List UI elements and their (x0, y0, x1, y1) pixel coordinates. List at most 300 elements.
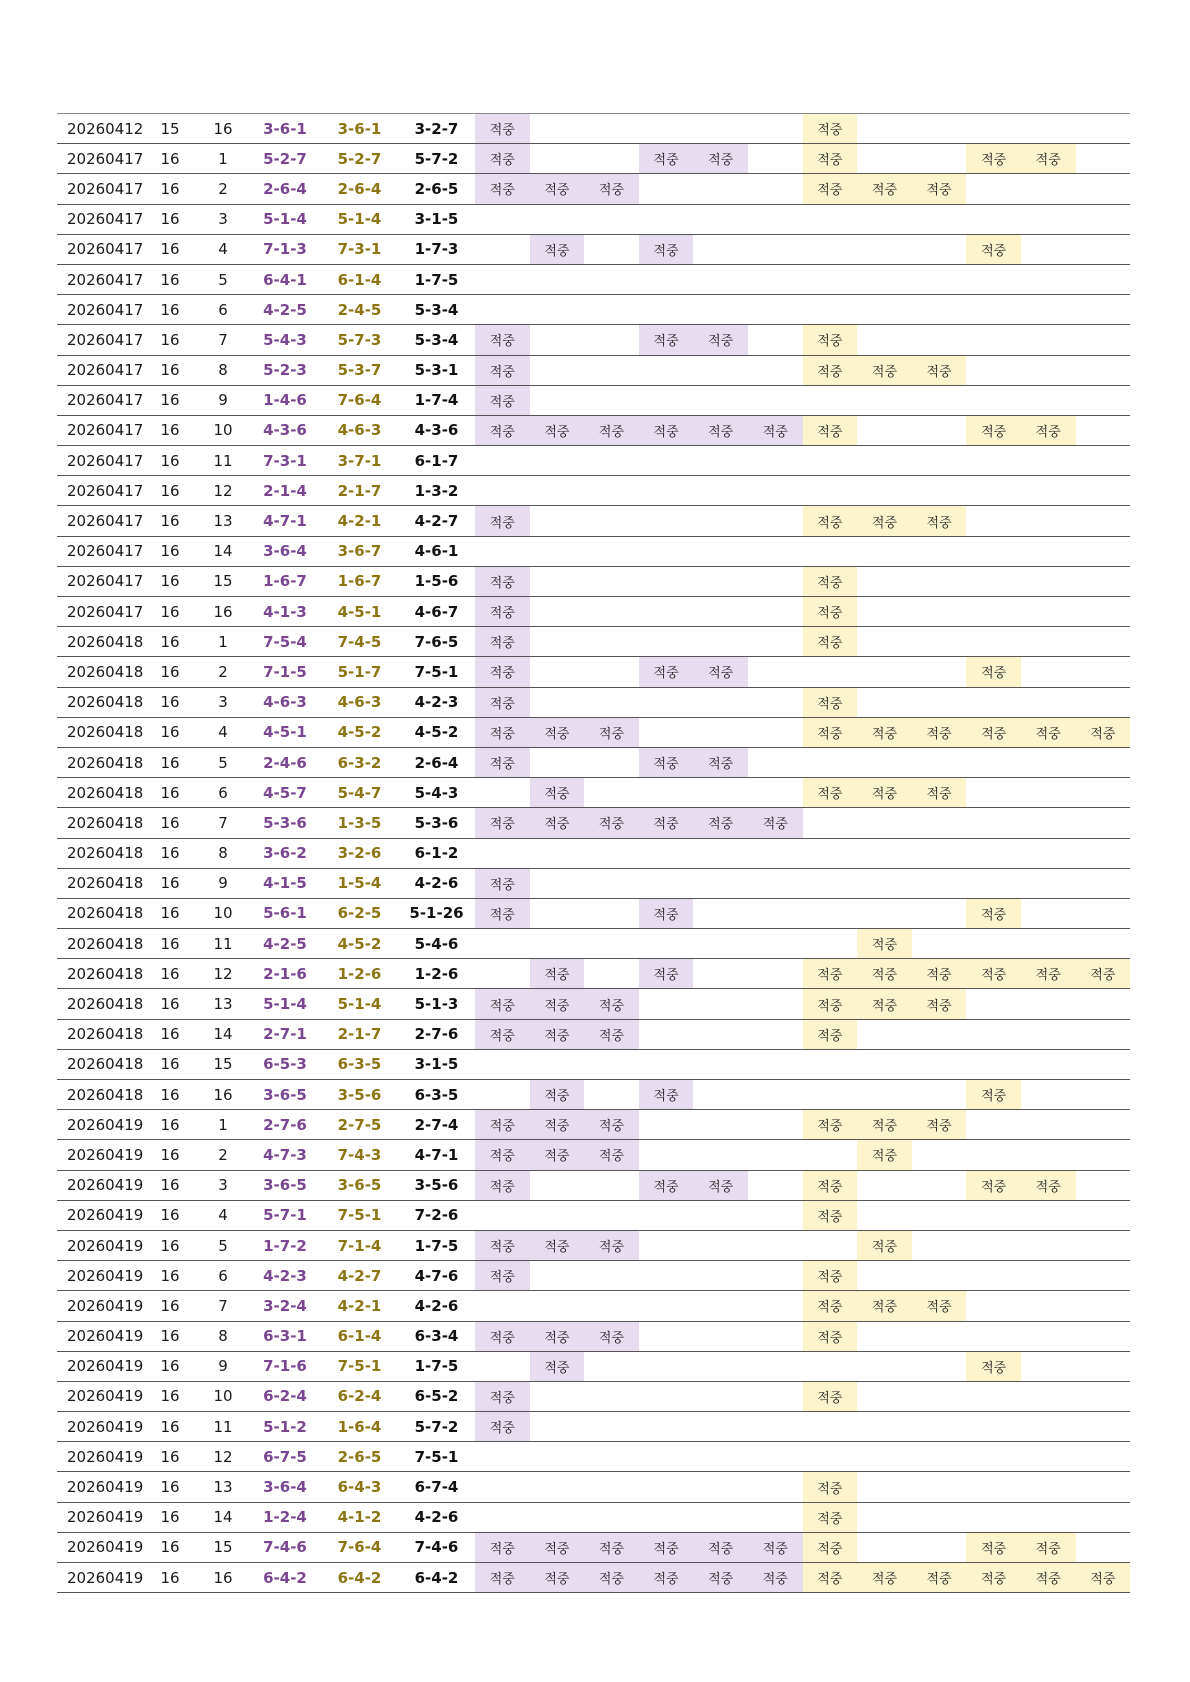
date-cell: 20260419 (57, 1170, 143, 1200)
race-number-cell: 10 (197, 415, 249, 445)
race-number-cell: 8 (197, 355, 249, 385)
hit-cell: 적중 (475, 597, 530, 627)
empty-cell (1076, 234, 1131, 264)
empty-cell (1076, 204, 1131, 234)
table-row (57, 264, 1130, 294)
date-cell: 20260418 (57, 657, 143, 687)
prediction-b-cell: 5-4-7 (321, 778, 398, 808)
hit-cell: 적중 (475, 657, 530, 687)
prediction-b-cell: 3-6-5 (321, 1170, 398, 1200)
empty-cell (1021, 929, 1076, 959)
result-cell: 7-2-6 (398, 1200, 475, 1230)
round-cell: 16 (143, 1321, 197, 1351)
empty-cell (584, 1472, 639, 1502)
prediction-b-cell: 4-2-1 (321, 506, 398, 536)
empty-cell (1076, 476, 1131, 506)
race-number-cell: 14 (197, 1502, 249, 1532)
empty-cell (1021, 536, 1076, 566)
empty-cell (748, 717, 803, 747)
empty-cell (693, 868, 748, 898)
date-cell: 20260419 (57, 1442, 143, 1472)
empty-cell (912, 1140, 967, 1170)
table-row (57, 1110, 1130, 1140)
empty-cell (693, 989, 748, 1019)
empty-cell (748, 264, 803, 294)
empty-cell (530, 536, 585, 566)
hit-cell: 적중 (803, 506, 858, 536)
table-row (57, 989, 1130, 1019)
prediction-b-cell: 4-6-3 (321, 415, 398, 445)
hit-cell: 적중 (1021, 1170, 1076, 1200)
empty-cell (1076, 1049, 1131, 1079)
empty-cell (1076, 868, 1131, 898)
hit-cell: 적중 (639, 747, 694, 777)
empty-cell (966, 1412, 1021, 1442)
empty-cell (803, 898, 858, 928)
empty-cell (475, 1472, 530, 1502)
prediction-a-cell: 3-6-1 (249, 114, 321, 144)
empty-cell (857, 204, 912, 234)
table-row (57, 415, 1130, 445)
round-cell: 16 (143, 204, 197, 234)
empty-cell (748, 1381, 803, 1411)
empty-cell (912, 264, 967, 294)
result-cell: 1-7-5 (398, 1351, 475, 1381)
empty-cell (693, 1049, 748, 1079)
empty-cell (966, 1140, 1021, 1170)
prediction-b-cell: 2-1-7 (321, 476, 398, 506)
round-cell: 16 (143, 1110, 197, 1140)
result-cell: 2-7-4 (398, 1110, 475, 1140)
empty-cell (1076, 144, 1131, 174)
empty-cell (912, 898, 967, 928)
empty-cell (857, 325, 912, 355)
race-number-cell: 6 (197, 778, 249, 808)
empty-cell (966, 597, 1021, 627)
prediction-b-cell: 5-1-4 (321, 204, 398, 234)
table-row (57, 325, 1130, 355)
prediction-b-cell: 1-6-7 (321, 566, 398, 596)
race-number-cell: 12 (197, 476, 249, 506)
empty-cell (1021, 264, 1076, 294)
prediction-a-cell: 6-4-1 (249, 264, 321, 294)
empty-cell (1076, 898, 1131, 928)
race-number-cell: 16 (197, 597, 249, 627)
empty-cell (475, 929, 530, 959)
result-cell: 2-7-6 (398, 1019, 475, 1049)
empty-cell (1021, 898, 1076, 928)
hit-cell: 적중 (475, 1412, 530, 1442)
date-cell: 20260419 (57, 1140, 143, 1170)
hit-cell: 적중 (475, 1381, 530, 1411)
empty-cell (1021, 114, 1076, 144)
result-cell: 5-4-6 (398, 929, 475, 959)
table-row (57, 174, 1130, 204)
hit-cell: 적중 (475, 717, 530, 747)
empty-cell (1021, 808, 1076, 838)
empty-cell (693, 385, 748, 415)
round-cell: 16 (143, 597, 197, 627)
prediction-a-cell: 2-7-1 (249, 1019, 321, 1049)
empty-cell (912, 1080, 967, 1110)
date-cell: 20260419 (57, 1351, 143, 1381)
race-number-cell: 11 (197, 1412, 249, 1442)
empty-cell (912, 1049, 967, 1079)
empty-cell (1076, 1502, 1131, 1532)
race-number-cell: 3 (197, 687, 249, 717)
empty-cell (584, 1261, 639, 1291)
empty-cell (639, 476, 694, 506)
date-cell: 20260418 (57, 1019, 143, 1049)
prediction-a-cell: 6-3-1 (249, 1321, 321, 1351)
empty-cell (475, 446, 530, 476)
empty-cell (857, 1381, 912, 1411)
empty-cell (693, 295, 748, 325)
result-cell: 5-7-2 (398, 1412, 475, 1442)
empty-cell (857, 1472, 912, 1502)
empty-cell (857, 536, 912, 566)
table-row (57, 1049, 1130, 1079)
empty-cell (639, 597, 694, 627)
empty-cell (693, 959, 748, 989)
empty-cell (1076, 1412, 1131, 1442)
empty-cell (1076, 778, 1131, 808)
empty-cell (693, 1261, 748, 1291)
round-cell: 16 (143, 566, 197, 596)
prediction-b-cell: 5-3-7 (321, 355, 398, 385)
empty-cell (1021, 204, 1076, 234)
empty-cell (1021, 1200, 1076, 1230)
hit-cell: 적중 (530, 989, 585, 1019)
prediction-a-cell: 4-1-5 (249, 868, 321, 898)
prediction-a-cell: 1-2-4 (249, 1502, 321, 1532)
empty-cell (857, 1200, 912, 1230)
empty-cell (530, 838, 585, 868)
empty-cell (530, 1291, 585, 1321)
empty-cell (857, 868, 912, 898)
hit-cell: 적중 (1076, 959, 1131, 989)
empty-cell (693, 1502, 748, 1532)
result-cell: 5-3-1 (398, 355, 475, 385)
empty-cell (1076, 808, 1131, 838)
empty-cell (693, 687, 748, 717)
empty-cell (475, 295, 530, 325)
empty-cell (530, 114, 585, 144)
empty-cell (966, 778, 1021, 808)
result-cell: 1-2-6 (398, 959, 475, 989)
empty-cell (639, 204, 694, 234)
empty-cell (693, 1472, 748, 1502)
prediction-b-cell: 2-7-5 (321, 1110, 398, 1140)
empty-cell (1021, 174, 1076, 204)
result-cell: 6-1-2 (398, 838, 475, 868)
empty-cell (639, 1472, 694, 1502)
date-cell: 20260419 (57, 1200, 143, 1230)
empty-cell (912, 1351, 967, 1381)
empty-cell (803, 295, 858, 325)
empty-cell (693, 929, 748, 959)
empty-cell (803, 1442, 858, 1472)
prediction-a-cell: 7-5-4 (249, 627, 321, 657)
empty-cell (748, 1472, 803, 1502)
empty-cell (584, 144, 639, 174)
hit-cell: 적중 (1021, 1532, 1076, 1562)
empty-cell (857, 1442, 912, 1472)
empty-cell (966, 808, 1021, 838)
hit-cell: 적중 (857, 717, 912, 747)
empty-cell (912, 114, 967, 144)
empty-cell (803, 929, 858, 959)
table-row (57, 144, 1130, 174)
hit-cell: 적중 (530, 1351, 585, 1381)
table-row (57, 898, 1130, 928)
date-cell: 20260417 (57, 506, 143, 536)
prediction-b-cell: 6-2-4 (321, 1381, 398, 1411)
empty-cell (693, 1200, 748, 1230)
empty-cell (1021, 1351, 1076, 1381)
empty-cell (912, 415, 967, 445)
date-cell: 20260419 (57, 1230, 143, 1260)
race-number-cell: 7 (197, 325, 249, 355)
round-cell: 16 (143, 1291, 197, 1321)
hit-cell: 적중 (803, 597, 858, 627)
empty-cell (966, 1442, 1021, 1472)
round-cell: 16 (143, 868, 197, 898)
empty-cell (966, 1110, 1021, 1140)
empty-cell (584, 1200, 639, 1230)
hit-cell: 적중 (584, 1019, 639, 1049)
result-cell: 5-3-6 (398, 808, 475, 838)
empty-cell (748, 1321, 803, 1351)
empty-cell (584, 838, 639, 868)
hit-cell: 적중 (966, 1351, 1021, 1381)
hit-cell: 적중 (693, 415, 748, 445)
hit-cell: 적중 (1021, 717, 1076, 747)
hit-cell: 적중 (912, 174, 967, 204)
hit-cell: 적중 (857, 506, 912, 536)
table-row (57, 476, 1130, 506)
result-cell: 6-4-2 (398, 1563, 475, 1593)
hit-cell: 적중 (584, 1110, 639, 1140)
empty-cell (584, 1412, 639, 1442)
empty-cell (857, 476, 912, 506)
date-cell: 20260418 (57, 1049, 143, 1079)
hit-cell: 적중 (966, 415, 1021, 445)
empty-cell (912, 1532, 967, 1562)
hit-cell: 적중 (475, 1019, 530, 1049)
empty-cell (530, 144, 585, 174)
empty-cell (748, 566, 803, 596)
empty-cell (857, 1019, 912, 1049)
empty-cell (857, 1080, 912, 1110)
race-number-cell: 11 (197, 929, 249, 959)
empty-cell (584, 355, 639, 385)
table-row (57, 114, 1130, 144)
hit-cell: 적중 (857, 778, 912, 808)
round-cell: 16 (143, 1230, 197, 1260)
hit-cell: 적중 (475, 868, 530, 898)
race-number-cell: 15 (197, 1532, 249, 1562)
empty-cell (639, 1110, 694, 1140)
hit-cell: 적중 (475, 1110, 530, 1140)
hit-cell: 적중 (803, 174, 858, 204)
empty-cell (693, 1381, 748, 1411)
hit-cell: 적중 (803, 1472, 858, 1502)
table-row (57, 1442, 1130, 1472)
race-number-cell: 2 (197, 174, 249, 204)
empty-cell (584, 868, 639, 898)
hit-cell: 적중 (639, 1080, 694, 1110)
empty-cell (748, 1412, 803, 1442)
hit-cell: 적중 (966, 717, 1021, 747)
date-cell: 20260417 (57, 174, 143, 204)
empty-cell (1076, 355, 1131, 385)
race-number-cell: 6 (197, 295, 249, 325)
round-cell: 16 (143, 506, 197, 536)
empty-cell (693, 898, 748, 928)
empty-cell (966, 446, 1021, 476)
hit-cell: 적중 (475, 114, 530, 144)
empty-cell (857, 1261, 912, 1291)
hit-cell: 적중 (803, 415, 858, 445)
empty-cell (1076, 385, 1131, 415)
empty-cell (584, 898, 639, 928)
round-cell: 16 (143, 929, 197, 959)
prediction-a-cell: 5-1-4 (249, 204, 321, 234)
date-cell: 20260417 (57, 385, 143, 415)
empty-cell (748, 1140, 803, 1170)
hit-cell: 적중 (803, 114, 858, 144)
empty-cell (639, 1049, 694, 1079)
prediction-b-cell: 5-2-7 (321, 144, 398, 174)
hit-cell: 적중 (803, 1170, 858, 1200)
empty-cell (912, 566, 967, 596)
empty-cell (748, 1110, 803, 1140)
empty-cell (530, 1200, 585, 1230)
empty-cell (1076, 627, 1131, 657)
race-number-cell: 6 (197, 1261, 249, 1291)
empty-cell (748, 657, 803, 687)
round-cell: 16 (143, 295, 197, 325)
result-cell: 1-3-2 (398, 476, 475, 506)
prediction-a-cell: 3-6-5 (249, 1080, 321, 1110)
prediction-b-cell: 3-5-6 (321, 1080, 398, 1110)
hit-cell: 적중 (475, 1140, 530, 1170)
result-cell: 5-7-2 (398, 144, 475, 174)
empty-cell (1021, 1381, 1076, 1411)
hit-cell: 적중 (475, 1563, 530, 1593)
race-number-cell: 7 (197, 808, 249, 838)
prediction-b-cell: 6-3-5 (321, 1049, 398, 1079)
race-number-cell: 16 (197, 114, 249, 144)
prediction-b-cell: 6-1-4 (321, 1321, 398, 1351)
empty-cell (748, 325, 803, 355)
empty-cell (803, 747, 858, 777)
empty-cell (530, 446, 585, 476)
empty-cell (1021, 597, 1076, 627)
empty-cell (912, 657, 967, 687)
hit-cell: 적중 (639, 144, 694, 174)
empty-cell (912, 1170, 967, 1200)
date-cell: 20260418 (57, 778, 143, 808)
hit-cell: 적중 (530, 1532, 585, 1562)
race-number-cell: 15 (197, 1049, 249, 1079)
result-cell: 3-5-6 (398, 1170, 475, 1200)
hit-cell: 적중 (584, 1140, 639, 1170)
race-number-cell: 1 (197, 1110, 249, 1140)
empty-cell (693, 476, 748, 506)
empty-cell (475, 959, 530, 989)
empty-cell (803, 234, 858, 264)
empty-cell (1021, 868, 1076, 898)
race-number-cell: 8 (197, 1321, 249, 1351)
date-cell: 20260419 (57, 1110, 143, 1140)
table-row (57, 1170, 1130, 1200)
empty-cell (693, 1140, 748, 1170)
race-number-cell: 7 (197, 1291, 249, 1321)
hit-cell: 적중 (639, 325, 694, 355)
hit-cell: 적중 (803, 989, 858, 1019)
empty-cell (693, 1019, 748, 1049)
prediction-b-cell: 1-5-4 (321, 868, 398, 898)
hit-cell: 적중 (584, 1563, 639, 1593)
empty-cell (1076, 597, 1131, 627)
empty-cell (966, 295, 1021, 325)
result-cell: 4-2-6 (398, 1502, 475, 1532)
result-cell: 7-4-6 (398, 1532, 475, 1562)
hit-cell: 적중 (912, 1110, 967, 1140)
hit-cell: 적중 (803, 717, 858, 747)
results-table (57, 113, 1130, 1593)
round-cell: 16 (143, 415, 197, 445)
race-number-cell: 10 (197, 898, 249, 928)
hit-cell: 적중 (639, 898, 694, 928)
empty-cell (1021, 657, 1076, 687)
race-number-cell: 9 (197, 1351, 249, 1381)
race-number-cell: 8 (197, 838, 249, 868)
hit-cell: 적중 (966, 657, 1021, 687)
date-cell: 20260418 (57, 929, 143, 959)
empty-cell (1076, 1442, 1131, 1472)
empty-cell (912, 627, 967, 657)
prediction-a-cell: 4-1-3 (249, 597, 321, 627)
empty-cell (475, 778, 530, 808)
prediction-b-cell: 2-6-5 (321, 1442, 398, 1472)
empty-cell (639, 868, 694, 898)
empty-cell (912, 1442, 967, 1472)
hit-cell: 적중 (584, 415, 639, 445)
table-row (57, 838, 1130, 868)
empty-cell (1021, 1442, 1076, 1472)
empty-cell (748, 1502, 803, 1532)
prediction-a-cell: 5-2-3 (249, 355, 321, 385)
table-row (57, 868, 1130, 898)
round-cell: 16 (143, 1019, 197, 1049)
race-number-cell: 15 (197, 566, 249, 596)
empty-cell (748, 1170, 803, 1200)
hit-cell: 적중 (475, 506, 530, 536)
empty-cell (912, 1261, 967, 1291)
empty-cell (912, 1200, 967, 1230)
date-cell: 20260412 (57, 114, 143, 144)
empty-cell (693, 1321, 748, 1351)
empty-cell (584, 295, 639, 325)
prediction-a-cell: 5-1-2 (249, 1412, 321, 1442)
race-number-cell: 1 (197, 627, 249, 657)
empty-cell (966, 264, 1021, 294)
empty-cell (1076, 687, 1131, 717)
hit-cell: 적중 (803, 1110, 858, 1140)
